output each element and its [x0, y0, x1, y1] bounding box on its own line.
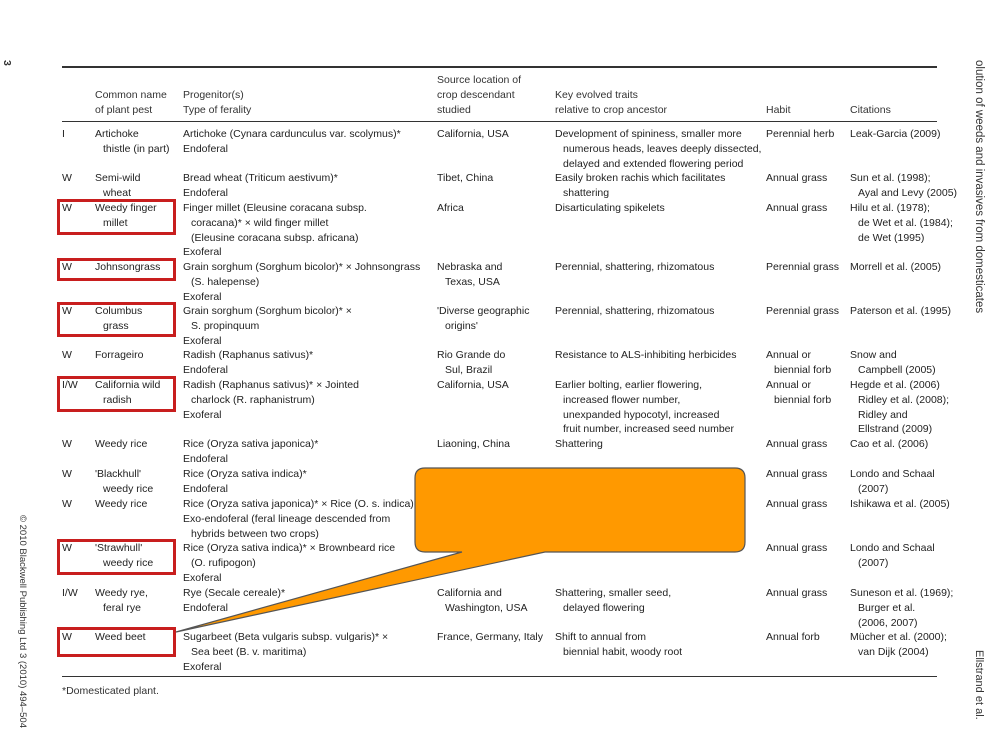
cell-line: Bread wheat (Triticum aestivum)*	[183, 172, 338, 184]
header-progenitor: Progenitor(s) Type of ferality	[183, 89, 252, 116]
cell-line: increased flower number,	[563, 393, 681, 406]
cell-line: Annual or	[766, 379, 811, 391]
cell-line: Perennial, shattering, rhizomatous	[555, 305, 715, 317]
cell-line: Endoferal	[183, 363, 228, 376]
cell-line: Weed beet	[95, 631, 146, 643]
cell-line: Earlier bolting, earlier flowering,	[555, 379, 703, 391]
cell-line: Annual grass	[766, 498, 828, 510]
cell-line: Sul, Brazil	[445, 363, 493, 376]
cell-line: millet	[103, 216, 128, 229]
cell-line: California, USA	[437, 128, 509, 140]
cell-code: W	[62, 468, 72, 480]
cell-code: W	[62, 498, 72, 510]
cell-line: Cao et al. (2006)	[850, 438, 929, 450]
header-citations: Citations	[850, 104, 891, 116]
cell-line: weedy rice	[103, 556, 154, 569]
cell-line: Texas, USA	[445, 275, 500, 288]
cell-line: France, Germany, Italy	[437, 631, 544, 643]
cell-line: weedy rice	[103, 482, 154, 495]
cell-line: Perennial grass	[766, 305, 839, 317]
cell-line: Endoferal	[183, 601, 228, 614]
cell-line: Hilu et al. (1978);	[850, 202, 930, 214]
cell-line: Forrageiro	[95, 349, 144, 361]
cell-line: origins'	[445, 319, 478, 332]
cell-line: wheat	[103, 186, 132, 199]
cell-line: Burger et al.	[858, 601, 916, 614]
cell-line: fruit number, increased seed number	[563, 423, 735, 436]
callout-shape	[176, 468, 745, 632]
cell-line: California and	[437, 587, 502, 599]
cell-code: I/W	[62, 587, 78, 599]
cell-line: Annual grass	[766, 468, 828, 480]
cell-line: Grain sorghum (Sorghum bicolor)* × Johnsongrass	[183, 261, 421, 273]
cell-line: biennial forb	[774, 363, 832, 376]
cell-line: Exoferal	[183, 334, 222, 347]
cell-line: Rio Grande do	[437, 349, 506, 361]
cell-code: W	[62, 542, 72, 554]
cell-line: Suneson et al. (1969);	[850, 587, 954, 599]
cell-line: Londo and Schaal	[850, 468, 935, 480]
cell-line: Sea beet (B. v. maritima)	[191, 645, 307, 658]
cell-line: S. propinquum	[191, 319, 260, 332]
cell-code: W	[62, 172, 72, 184]
cell-line: numerous heads, leaves deeply dissected,	[563, 142, 762, 155]
cell-line: Africa	[437, 202, 464, 214]
cell-line: 'Blackhull'	[95, 468, 142, 480]
cell-line: Annual or	[766, 349, 811, 361]
cell-line: Campbell (2005)	[858, 363, 936, 376]
cell-line: Ridley and	[858, 408, 908, 421]
cell-line: Rice (Oryza sativa japonica)*	[183, 438, 319, 450]
cell-line: grass	[103, 319, 129, 332]
cell-line: Rice (Oryza sativa indica)* × Brownbeard rice	[183, 542, 396, 554]
cell-line: Annual grass	[766, 438, 828, 450]
cell-line: Washington, USA	[445, 601, 528, 614]
cell-line: Rice (Oryza sativa japonica)* × Rice (O. s. indica)	[183, 498, 414, 510]
cell-code: I/W	[62, 379, 78, 391]
cell-line: Ayal and Levy (2005)	[858, 186, 958, 199]
cell-line: (S. halepense)	[191, 275, 260, 288]
cell-line: Hegde et al. (2006)	[850, 379, 940, 391]
cell-line: Artichoke (Cynara cardunculus var. scolymus)*	[183, 128, 401, 140]
cell-line: van Dijk (2004)	[858, 645, 929, 658]
cell-line: de Wet (1995)	[858, 231, 925, 244]
cell-line: unexpanded hypocotyl, increased	[563, 408, 720, 421]
cell-line: Finger millet (Eleusine coracana subsp.	[183, 202, 367, 214]
cell-line: Weedy rye,	[95, 587, 148, 599]
cell-line: hybrids between two crops)	[191, 527, 319, 540]
header-habit: Habit	[766, 104, 791, 116]
cell-line: Ridley et al. (2008);	[858, 393, 950, 406]
cell-line: Artichoke	[95, 128, 139, 140]
cell-line: Endoferal	[183, 452, 228, 465]
cell-line: Perennial, shattering, rhizomatous	[555, 261, 715, 273]
cell-line: feral rye	[103, 601, 141, 614]
cell-line: 'Strawhull'	[95, 542, 143, 554]
cell-line: Tibet, China	[437, 172, 494, 184]
cell-line: California wild	[95, 379, 161, 391]
cell-line: (2007)	[858, 482, 889, 495]
table-footnote: *Domesticated plant.	[62, 685, 159, 697]
cell-line: Annual forb	[766, 631, 820, 643]
cell-line: Resistance to ALS-inhibiting herbicides	[555, 349, 737, 361]
cell-line: Rye (Secale cereale)*	[183, 587, 286, 599]
cell-line: Rice (Oryza sativa indica)*	[183, 468, 307, 480]
cell-line: thistle (in part)	[103, 142, 170, 155]
cell-line: Shattering	[555, 438, 603, 450]
cell-line: Exoferal	[183, 660, 222, 673]
cell-line: Nebraska and	[437, 261, 503, 273]
cell-line: delayed and extended flowering period	[563, 157, 744, 170]
cell-line: Exoferal	[183, 290, 222, 303]
cell-line: Exoferal	[183, 571, 222, 584]
cell-line: shattering	[563, 186, 610, 199]
cell-line: Perennial grass	[766, 261, 839, 273]
cell-line: delayed flowering	[563, 601, 645, 614]
cell-line: Semi-wild	[95, 172, 141, 184]
copyright-notice: © 2010 Blackwell Publishing Ltd 3 (2010) 494–504	[17, 515, 28, 728]
cell-line: Londo and Schaal	[850, 542, 935, 554]
cell-line: Ellstrand (2009)	[858, 423, 933, 436]
cell-line: Shattering, smaller seed,	[555, 587, 672, 599]
cell-code: W	[62, 202, 72, 214]
cell-line: Endoferal	[183, 142, 228, 155]
cell-line: Annual grass	[766, 172, 828, 184]
cell-line: Snow and	[850, 349, 897, 361]
cell-line: de Wet et al. (1984);	[858, 216, 953, 229]
cell-line: Radish (Raphanus sativus)* × Jointed	[183, 379, 359, 391]
cell-line: Columbus	[95, 305, 143, 317]
cell-line: Exoferal	[183, 408, 222, 421]
cell-line: Johnsongrass	[95, 261, 161, 273]
header-source-location: Source location of crop descendant studied	[437, 74, 522, 116]
cell-line: (2006, 2007)	[858, 616, 918, 629]
cell-line: Mücher et al. (2000);	[850, 631, 947, 643]
cell-code: W	[62, 631, 72, 643]
cell-line: Endoferal	[183, 186, 228, 199]
cell-line: Paterson et al. (1995)	[850, 305, 951, 317]
cell-line: biennial habit, woody root	[563, 645, 683, 658]
cell-line: 'Diverse geographic	[437, 305, 530, 317]
cell-line: Easily broken rachis which facilitates	[555, 172, 726, 184]
cell-line: Morrell et al. (2005)	[850, 261, 942, 273]
cell-line: Grain sorghum (Sorghum bicolor)* ×	[183, 305, 352, 317]
cell-line: (2007)	[858, 556, 889, 569]
cell-line: California, USA	[437, 379, 509, 391]
cell-line: Radish (Raphanus sativus)*	[183, 349, 314, 361]
cell-line: Weedy rice	[95, 438, 148, 450]
cell-code: W	[62, 305, 72, 317]
cell-line: (Eleusine coracana subsp. africana)	[191, 231, 359, 244]
header-key-traits: Key evolved traits relative to crop ancestor	[555, 89, 668, 116]
cell-line: Annual grass	[766, 202, 828, 214]
cell-line: Sugarbeet (Beta vulgaris subsp. vulgaris)* ×	[183, 631, 389, 643]
running-title: olution of weeds and invasives from domesticates	[973, 60, 985, 314]
cell-line: radish	[103, 393, 132, 406]
cell-line: Weedy finger	[95, 202, 157, 214]
cell-line: Exo-endoferal (feral lineage descended from	[183, 512, 391, 525]
cell-line: charlock (R. raphanistrum)	[191, 393, 315, 406]
running-author: Ellstrand et al.	[973, 650, 985, 720]
page-number: 3	[1, 60, 13, 66]
cell-line: Liaoning, China	[437, 438, 510, 450]
cell-line: coracana)* × wild finger millet	[191, 216, 329, 229]
cell-line: Development of spininess, smaller more	[555, 128, 742, 140]
cell-line: Exoferal	[183, 246, 222, 259]
cell-line: Ishikawa et al. (2005)	[850, 498, 950, 510]
cell-code: W	[62, 261, 72, 273]
header-common-name: Common name of plant pest	[95, 89, 167, 116]
cell-line: biennial forb	[774, 393, 832, 406]
cell-code: I	[62, 128, 65, 140]
cell-line: Endoferal	[183, 482, 228, 495]
cell-line: Sun et al. (1998);	[850, 172, 931, 184]
cell-line: Shift to annual from	[555, 631, 647, 643]
cell-line: Leak-Garcia (2009)	[850, 128, 941, 140]
cell-line: (O. rufipogon)	[191, 556, 256, 569]
cell-line: Weedy rice	[95, 498, 148, 510]
cell-line: Perennial herb	[766, 128, 835, 140]
cell-line: Annual grass	[766, 542, 828, 554]
cell-line: Disarticulating spikelets	[555, 202, 665, 214]
cell-line: Annual grass	[766, 587, 828, 599]
cell-code: W	[62, 349, 72, 361]
cell-code: W	[62, 438, 72, 450]
